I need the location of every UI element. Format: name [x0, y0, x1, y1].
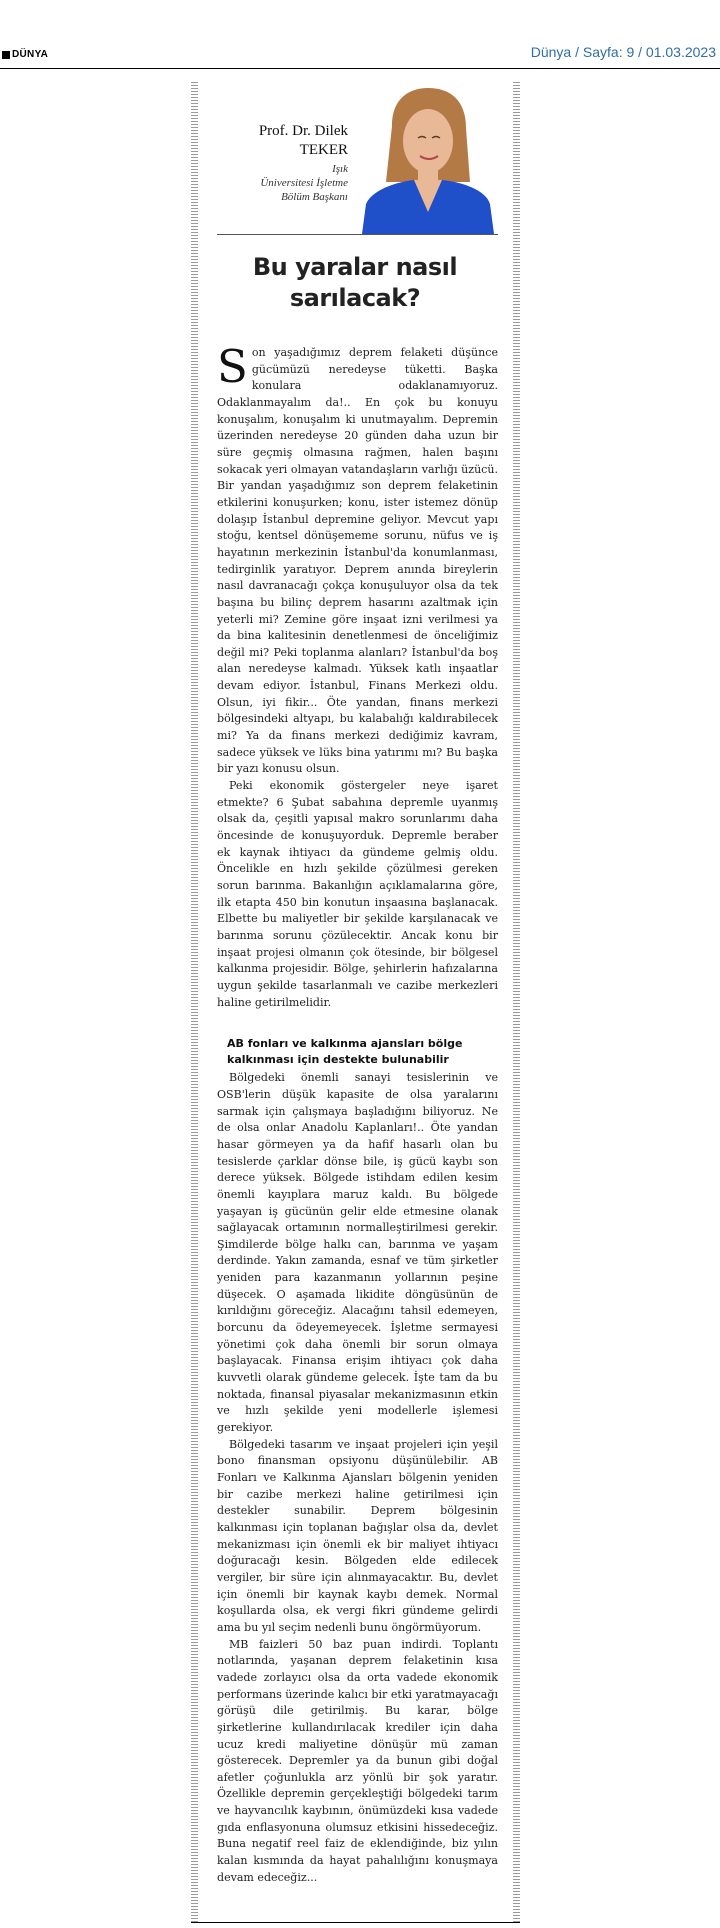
article-headline: [205, 252, 505, 314]
paragraph-2: Peki ekonomik göstergeler neye işaret etmekte? 6 Şubat sabahına depremle uyanmış olsak da, çeşitli yapısal makro sorunlarımı daha öncesinde de konuşuyorduk. Depremle beraber ek kaynak ihtiyacı da gündeme gelmiş oldu. Öncelikle en hızlı şekilde çözülmesi gereken sorun barınma. Bakanlığın açıklamalarına göre, ilk etapta 450 bin konutun inşaasına başlanacak. Elbette bu maliyetler bir şekilde karşılanacak ve barınma sorunu çözülecektir. Ancak konu bir inşaat projesi olmanın çok ötesinde, bir bölgesel kalkınma projesidir. Bölge, şehirlerin hafızalarına uygun şekilde tasarlanmalı ve cazibe merkezleri haline getirilmelidir.: [217, 779, 498, 1009]
paragraph-4: Bölgedeki tasarım ve inşaat projeleri için yeşil bono finansman opsiyonu düşünülebilir. AB Fonları ve Kalkınma Ajansları bölgenin yeniden bir cazibe merkezi haline getirilmesi için destekler sunabilir. Deprem bölgesinin kalkınması için toplanan bağışlar olsa da, devlet mekanizması için önemli ek bir maliyet ihtiyacı doğuracağı kesin. Bölgeden elde edilecek vergiler, bir süre için alınmayacaktır. Bu, devlet için önemli bir kaynak kaybı demek. Normal koşullarda olsa, ek vergi fikri gündeme gelirdi ama bu yıl seçim nedenli bunu öngörmüyorum.: [217, 1437, 498, 1634]
column-border-left: [191, 82, 198, 1922]
column-border-right: [513, 82, 520, 1922]
author-box: [208, 86, 498, 236]
logo-text: DÜNYA: [12, 49, 49, 60]
article-subheading: [227, 1036, 498, 1068]
author-rule: [217, 234, 498, 235]
logo-mark-icon: [2, 51, 10, 59]
publication-logo: [2, 49, 48, 60]
drop-cap: S: [217, 340, 248, 393]
author-role-line3: Bölüm Başkanı: [281, 191, 348, 203]
headline-line1: Bu yaralar nasıl: [252, 253, 458, 281]
page-header: [0, 0, 720, 70]
subheading-line1: AB fonları ve kalkınma ajansları bölge: [227, 1037, 463, 1051]
footer-rule: [191, 1922, 520, 1923]
author-role-line1: Işık: [332, 163, 348, 175]
author-name-line1: Prof. Dr. Dilek: [258, 123, 348, 139]
author-role-line2: Üniversitesi İşletme: [260, 177, 348, 189]
author-photo: [352, 86, 498, 234]
subheading-line2: kalkınması için destekte bulunabilir: [227, 1053, 449, 1067]
paragraph-1: [217, 340, 498, 778]
article-body: [217, 340, 498, 1886]
paragraph-3: Bölgedeki önemli sanayi tesislerinin ve OSB'lerin düşük kapasite de olsa yaralarını sarmak için çalışmaya başladığını biliyoruz. Ne de olsa onlar Anadolu Kaplanları!.. Öte yandan hasar görmeyen ya da hafif hasarlı olan bu tesislerde çarklar dönse bile, iş gücü kaybı son derece yüksek. Bölgede istihdam edilen kesim önemli kayıplara maruz kaldı. Bu bölgede yaşayan iş gücünün gelir elde etmesine olanak sağlayacak ortamının normalleştirilmesi gerekir. Şimdilerde bölge halkı can, barınma ve yaşam derdinde. Yakın zamanda, esnaf ve tüm şirketler yeniden para kazanmanın yollarının peşine düşecek. O aşamada likidite döngüsünün de kırıldığını göreceğiz. Alacağını tahsil edemeyen, borcunu da ödeyemeyecek. İşletme sermayesi yönetimi çok daha önemli bir sorun olmaya başlayacak. Finansa erişim ihtiyacı çok daha kuvvetli olarak gündeme gelecek. İşte tam da bu noktada, finansal piyasalar mekanizmasının etkin ve hızlı şekilde yeni modellerle işlemesi gerekiyor.: [217, 1071, 498, 1435]
page-reference: Dünya / Sayfa: 9 / 01.03.2023: [530, 44, 716, 60]
author-name-line2: TEKER: [299, 142, 348, 158]
headline-line2: sarılacak?: [289, 284, 421, 312]
paragraph-5: MB faizleri 50 baz puan indirdi. Toplantı notlarında, yaşanan deprem felaketinin kısa vadede zorlayıcı olsa da orta vadede ekonomik performans üzerinde kalıcı bir etki yaratmayacağı görüşü dile getirilmiş. Bu karar, bölge şirketlerine kullandırılacak krediler için daha ucuz kredi maliyetine dönüşür mü zaman gösterecek. Depremler ya da bunun gibi doğal afetler çoğunlukla arz yönlü bir şok yaratır. Özellikle depremin gerçekleştiği bölgedeki tarım ve hayvancılık kaybının, önümüzdeki kısa vadede gıda enflasyonuna olumsuz etkisini hissedeceğiz. Buna negatif reel faiz de eklendiğinde, biz yılın kalan kısmında da hayat pahalılığını konuşmaya devam edeceğiz...: [217, 1637, 498, 1884]
author-role: [188, 162, 348, 204]
paragraph-1-text: on yaşadığımız deprem felaketi düşünce gücümüzü neredeyse tüketti. Başka konulara odaklanamıyoruz. Odaklanmayalım da!.. En çok bu konuyu konuşalım, konuşalım ki unutmayalım. Depremin üzerinden neredeyse 20 günden daha uzun bir süre geçmiş olmasına rağmen, halen başını sokacak yeri olmayan vatandaşların varlığı üzücü. Bir yandan yaşadığımız son deprem felaketinin etkilerini konuşurken; konu, ister istemez dönüp dolaşıp İstanbul depremine geliyor. Mevcut yapı stoğu, kentsel dönüşememe sorunu, nüfus ve iş hayatının merkezinin İstanbul'da konumlanması, tedirginlik yaratıyor. Deprem anında bireylerin nasıl davranacağı çokça konuşuluyor olsa da tek başına bu bilinç deprem hasarını azaltmak için yeterli mi? Zemine göre inşaat izni verilmesi ya da bina kalitesinin denetlenmesi de önceliğimiz değil mi? Peki toplanma alanları? İstanbul'da boş alan neredeyse kalmadı. Yüksek katlı inşaatlar devam ediyor. İstanbul, Finans Merkezi oldu. Olsun, iyi fikir... Öte yandan, finans merkezi bölgesindeki altyapı, bu kalabalığı kaldırabilecek mi? Ya da finans merkezi dediğimiz kavram, sadece yüksek ve lüks bina yatırımı mı? Bu başka bir yazı konusu olsun.: [217, 346, 498, 776]
author-byline: [188, 122, 348, 204]
header-rule: [0, 68, 720, 69]
